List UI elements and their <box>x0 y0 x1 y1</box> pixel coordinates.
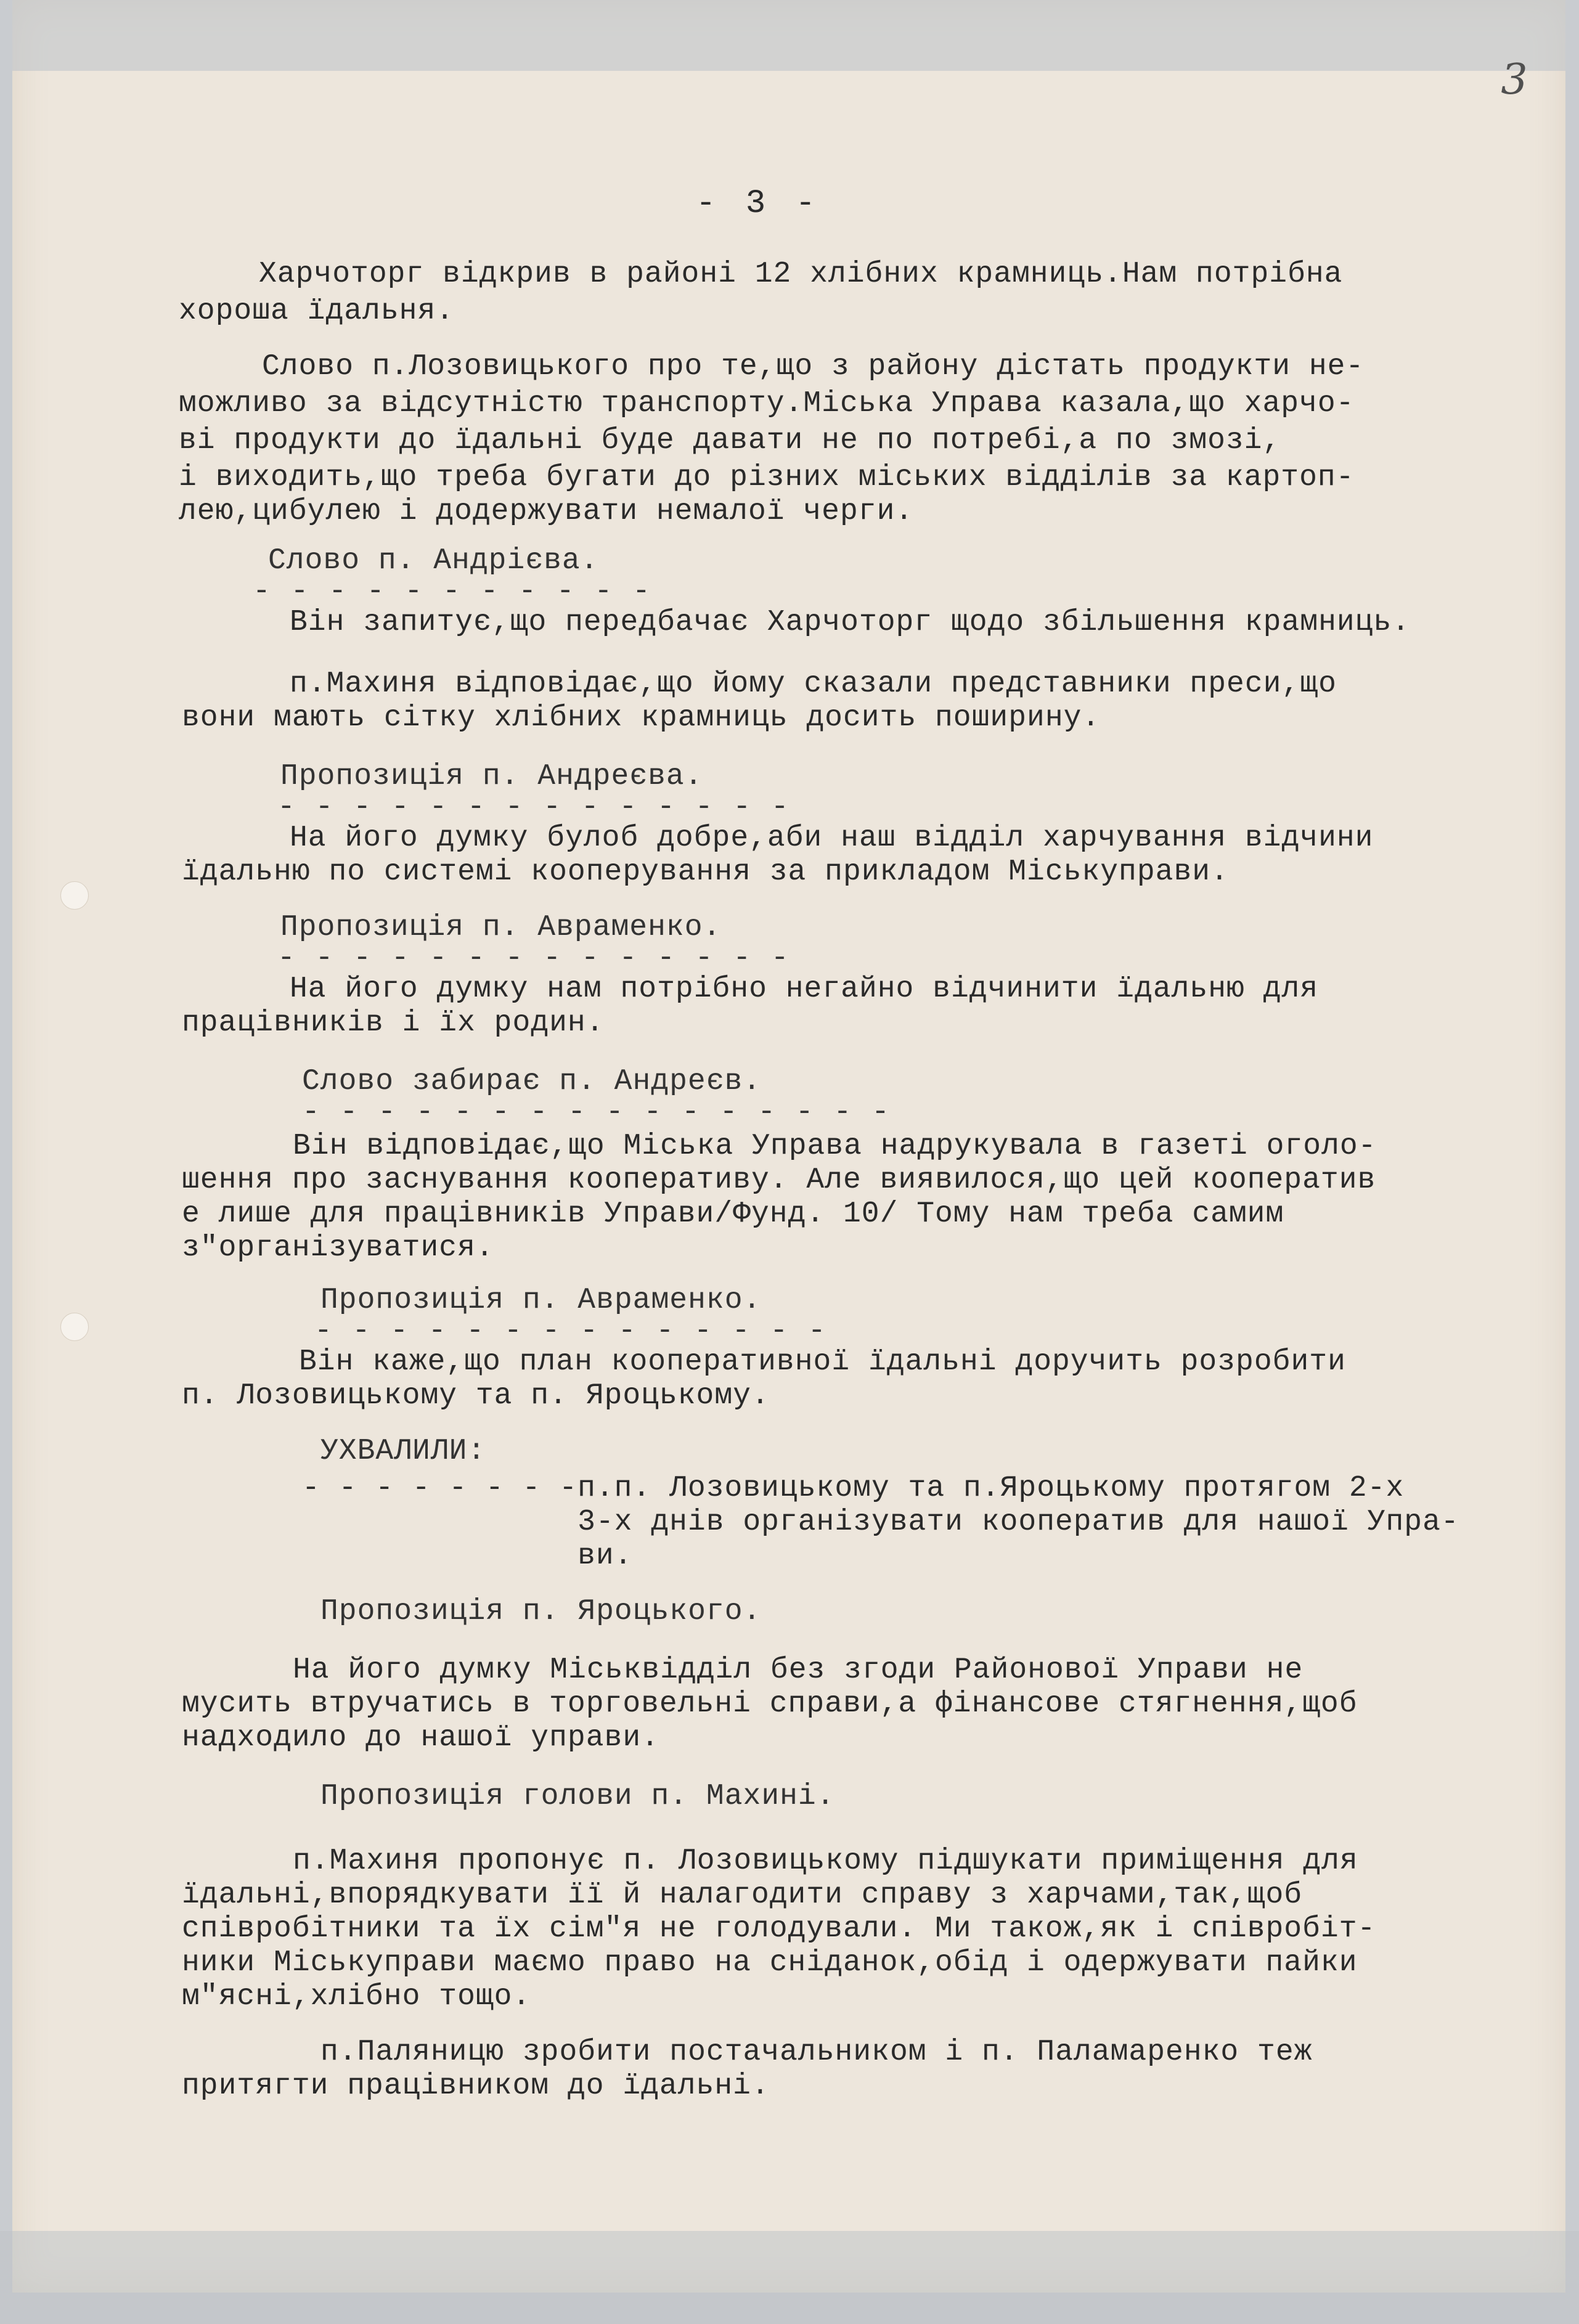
text-line: Він каже,що план кооперативної їдальні доручить розробити <box>299 1345 1346 1379</box>
text-line: надходило до нашої управи. <box>182 1721 659 1755</box>
section-heading: Пропозиція п. Авраменко. <box>320 1284 762 1317</box>
scan-edge-top <box>12 0 1565 71</box>
section-heading: Пропозиція п. Яроцького. <box>320 1595 762 1628</box>
heading-underline: - - - - - - - - - - - - - - <box>277 942 790 975</box>
text-line: з"організуватися. <box>182 1231 494 1265</box>
document-page <box>12 0 1565 2293</box>
archive-page-number: 3 <box>1501 55 1528 104</box>
text-line: п.Махиня пропонує п. Лозовицькому підшукати приміщення для <box>293 1845 1358 1878</box>
text-line: На його думку нам потрібно негайно відчинити їдальню для <box>290 972 1319 1006</box>
heading-underline: - - - - - - - - - - - - - - - - <box>302 1096 891 1129</box>
scan-edge-bottom <box>12 2231 1565 2293</box>
text-line: - - - - - - - -п.п. Лозовицькому та п.Яроцькому протягом 2-х <box>302 1472 1405 1505</box>
resolution-heading: УХВАЛИЛИ: <box>320 1435 486 1468</box>
text-line: ви. <box>302 1539 633 1573</box>
text-line: Він запитує,що передбачає Харчоторг щодо збільшення крамниць. <box>290 606 1411 639</box>
text-line: їдальні,впорядкувати її й налагодити справу з харчами,так,щоб <box>182 1878 1303 1912</box>
text-line: е лише для працівників Управи/Фунд. 10/ Тому нам треба самим <box>182 1197 1284 1231</box>
text-line: співробітники та їх сім"я не голодували. Ми також,як і співробіт- <box>182 1912 1376 1946</box>
text-line: п. Лозовицькому та п. Яроцькому. <box>182 1379 770 1413</box>
text-line: притягти працівником до їдальні. <box>182 2069 770 2103</box>
text-line: м"ясні,хлібно тощо. <box>182 1980 531 2013</box>
text-line: Харчоторг відкрив в районі 12 хлібних крамниць.Нам потрібна <box>259 258 1343 291</box>
heading-underline: - - - - - - - - - - - - - - <box>314 1315 827 1348</box>
text-line: ники Міськуправи маємо право на сніданок,обід і одержувати пайки <box>182 1946 1358 1979</box>
section-heading: Слово забирає п. Андреєв. <box>302 1065 762 1098</box>
text-line: можливо за відсутністю транспорту.Міська Управа казала,що харчо- <box>179 387 1355 420</box>
text-line: мусить втручатись в торговельні справи,а фінансове стягнення,щоб <box>182 1687 1358 1721</box>
section-heading: Пропозиція голови п. Махині. <box>320 1780 835 1813</box>
text-line: ві продукти до їдальні буде давати не по потребі,а по змозі, <box>179 424 1281 457</box>
text-line: і виходить,що треба бугати до різних міських відділів за картоп- <box>179 461 1355 494</box>
text-line: На його думку булоб добре,аби наш відділ харчування відчини <box>290 822 1374 855</box>
text-line: працівників і їх родин. <box>182 1006 605 1040</box>
heading-underline: - - - - - - - - - - - - - - <box>277 791 790 824</box>
text-line: їдальню по системі кооперування за прикладом Міськуправи. <box>182 855 1229 889</box>
page-number: - 3 - <box>695 185 821 222</box>
text-line: хороша їдальня. <box>179 295 455 328</box>
punch-hole <box>60 1313 89 1341</box>
text-line: вони мають сітку хлібних крамниць досить поширину. <box>182 701 1101 735</box>
text-line: 3-х днів організувати кооператив для нашої Упра- <box>302 1506 1459 1539</box>
text-line: На його думку Міськвідділ без згоди Районової Управи не <box>293 1653 1304 1687</box>
text-line: лею,цибулею і додержувати немалої черги. <box>179 495 914 528</box>
text-line: шення про заснування кооперативу. Але виявилося,що цей кооператив <box>182 1164 1376 1197</box>
punch-hole <box>60 881 89 910</box>
section-heading: Слово п. Андрієва. <box>268 544 599 577</box>
heading-underline: - - - - - - - - - - - <box>253 575 651 608</box>
text-line: п.Паляницю зробити постачальником і п. Паламаренко теж <box>320 2036 1313 2069</box>
text-line: Він відповідає,що Міська Управа надрукувала в газеті оголо- <box>293 1130 1377 1163</box>
section-heading: Пропозиція п. Авраменко. <box>280 911 722 944</box>
text-line: п.Махиня відповідає,що йому сказали представники преси,що <box>290 667 1337 701</box>
text-line: Слово п.Лозовицького про те,що з району дістать продукти не- <box>262 350 1365 383</box>
section-heading: Пропозиція п. Андреєва. <box>280 760 703 793</box>
